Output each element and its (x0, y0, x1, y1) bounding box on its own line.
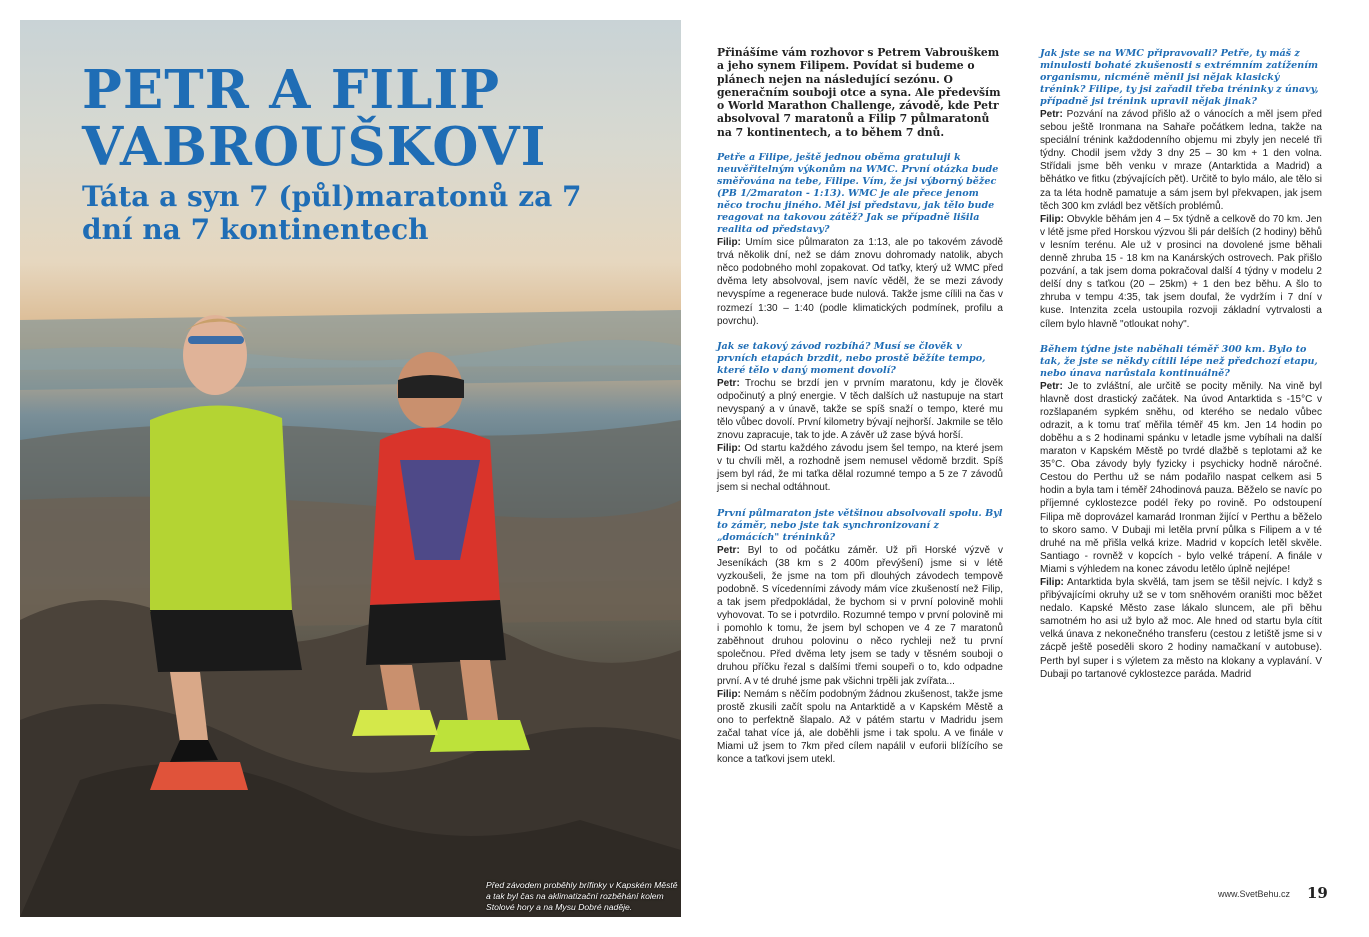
speaker-label: Filip: (717, 237, 741, 249)
footer-site: www.SvetBehu.cz (1218, 889, 1291, 899)
answer-text: Trochu se brzdí jen v prvním maratonu, kdy je člověk odpočinutý a plný energie. V těch dalších už nastupuje na start nevyspaný a v únavě, takže se spíš snaží o tempo, které mu tělo vůbec dovolí. První kilometry bývají nejhorší. Jakmile se tělo znovu zapracuje, tak to jde. A závěr už zase bývá horší. (717, 377, 1003, 442)
photo-caption: Před závodem proběhly brífinky v Kapském Městě a tak byl čas na aklimatizační rozběhání kolem Stolové hory a na Mysu Dobré naděje. (486, 880, 678, 912)
answer-3b (717, 688, 1003, 767)
answer-5 (1040, 380, 1322, 576)
article-intro: Přinášíme vám rozhovor s Petrem Vabrouškem a jeho synem Filipem. Povídat si budeme o plánech nejen na následující sezónu. O generačním souboji otce a syna. Ale především o World Marathon Challenge, závodě, kde Petr absolvoval 7 maratonů a Filip 7 půlmaratonů na 7 kontinentech, a to během 7 dnů. (717, 46, 1001, 139)
question-5: Během týdne jste naběhali téměř 300 km. Bylo to tak, že jste se někdy cítili lépe než předchozí etapu, nebo únava narůstala kontinuálně? (1040, 343, 1318, 379)
headline-title-line-2: VABROUŠKOVI (82, 116, 547, 178)
speaker-label: Filip: (1040, 213, 1064, 225)
page-number: 19 (1307, 884, 1328, 902)
headline-title (82, 59, 681, 178)
answer-text: Pozvání na závod přišlo až o vánocích a měl jsem před sebou ještě Ironmana na Sahaře počátkem ledna, takže na speciální trénink každodenního objemu mi zbyly jen necelé tři týdny. Chodil jsem vždy 3 dny 25 – 30 km + 1 den volna. Střídali jsme běh venku v mraze (Antarktida a Madrid) a běhátko ve fitku (zbývajících pět). Určitě to bylo málo, ale tělo si za ta léta hodně pamatuje a sám jsem byl překvapen, jak jsem těch 300 km zvládl bez větších problémů. (1040, 109, 1322, 212)
article-headline (82, 59, 681, 246)
question-1: Petře a Filipe, ještě jednou oběma gratuluji k neuvěřitelným výkonům na WMC. První otázka bude směřována na tebe, Filipe. Vím, že jsi výborný běžec (PB 1/2maraton - 1:13). WMC je ale přece jenom něco trochu jiného. Měl jsi představu, jak tělo bude reagovat na takovou zátěž? Jak se případně lišila realita od představy? (717, 152, 999, 236)
article-page (690, 20, 1349, 917)
text-column-2 (1040, 48, 1322, 681)
answer-text: Byl to od počátku záměr. Už při Horské výzvě v Jeseníkách (38 km s 2 400m převýšení) jsme si v létě vyzkoušeli, že jsme na tom při dlouhých závodech tempově podobně. S vícedenními závody mám více zkušeností než Filip, a tak jsem předpokládal, že bychom si v první polovině mohli vyhovovat. To se i potvrdilo. Rozumné tempo v první polovině mi i pomohlo k tomu, že jsem byl schopen ve 4 ze 7 maratonů zaběhnout druhou polovinu o něco rychleji než tu první společnou. Před dvěma lety jsem se tady v těsném souboji o druhou příčku řezal s dalšími třemi soupeři o to, kdo odpadne první. A v té druhé jsme pak všichni trpěli jak zvířata... (717, 544, 1003, 687)
answer-2b (717, 442, 1003, 494)
text-column-1 (717, 46, 1003, 766)
speaker-label: Filip: (717, 443, 741, 455)
question-3: První půlmaraton jste většinou absolvovali spolu. Byl to záměr, nebo jste tak synchronizovaní z „domácích" tréninků? (717, 507, 1003, 543)
answer-text: Antarktida byla skvělá, tam jsem se těšil nejvíc. I když s přibývajícími okruhy už se v tom sněhovém oraništi moc běžet nedalo. Kapské Město zase lákalo sluncem, ale při běhu samotném ho asi už bylo až moc. Ale hned od startu byla cítit velká únava z nekonečného transferu (cestou z letiště jsme si v zácpě ještě poseděli skoro 2 hodiny namačkaní v autobuse). Perth byl super i s výletem za město na klokany a vyplavání. V Dubaji po tartanové cyklostezce paráda. Madrid (1040, 577, 1322, 680)
answer-text: Nemám s něčím podobným žádnou zkušenost, takže jsme prostě zkusili začít spolu na Antarktidě a v Kapském Městě a ono to perfektně šlapalo. Až v pátém startu v Madridu jsem začal tahat více já, ale doběhli jsme i tak spolu. A ve finále v Miami už jsem to 7km před cílem napálil v euforii blížícího se konce a taťkovi jsem utekl. (717, 688, 1003, 766)
question-2: Jak se takový závod rozbíhá? Musí se člověk v prvních etapách brzdit, nebo prostě běžíte tempo, které tělo v daný moment dovolí? (717, 340, 986, 376)
answer-text: Obvykle běhám jen 4 – 5x týdně a celkově do 70 km. Jen v létě jsme před Horskou výzvou šli pár delších (2 hodiny) běhů v lesním terénu. Ale už v prosinci na dovolené jsme běhali denně zhruba 15 - 18 km na Kanárských ostrovech. Pak přišlo pozvání, a tak jsem doma pokračoval další 4 týdny v modelu 2 delší dny s taťkou (20 – 25km) + 1 den bez běhu. A šlo to zhruba v tempu 4:35, tak jsem doufal, že vydržím i 7 dní v kuse. Intenzita zcela ustoupila rozvoji základní vytrvalosti a cílem bylo hlavně "otloukat nohy". (1040, 213, 1322, 330)
answer-text: Umím sice půlmaraton za 1:13, ale po takovém závodě trvá několik dní, než se dám znovu dohromady natolik, abych něco podobného mohl zopakovat. Od taťky, který už WMC před dvěma lety absolvoval, jsem navíc věděl, že se mezi závody nevyspíme a regenerace bude nulová. Takže jsme cílili na čas v rozmezí 1:30 – 1:40 (podle klimatických podmínek, profilu a povrchu). (717, 237, 1003, 327)
speaker-label: Petr: (1040, 109, 1063, 120)
headline-title-line-1: PETR A FILIP (82, 59, 501, 121)
answer-text: Od startu každého závodu jsem šel tempo, na které jsem v tu chvíli měl, a rozhodně jsem nemusel vědomě brzdit. Spíš jsem byl rád, že mi taťka dělal rozumné tempo a 5 ze 7 závodů jsem si nechal odtáhnout. (717, 443, 1003, 494)
answer-5b (1040, 576, 1322, 681)
speaker-label: Filip: (1040, 577, 1064, 588)
speaker-label: Petr: (1040, 380, 1063, 392)
answer-text: Je to zvláštní, ale určitě se pocity měnily. Na vině byl hlavně dost drastický začátek. Na úvod Antarktida s -15°C v rozšlapaném sypkém sněhu, od kterého se nedalo vůbec odrazit, a k tomu trať měřila téměř 45 km. Jen 14 hodin po doběhu a s 2 hodinami spánku v letadle jsme vybíhali na další maraton v Kapském Městě po tvrdé dlažbě s teplotami až ke 35°C. Oba závody byly fyzicky i psychicky hodně náročné. Cestou do Perthu už se nám podařilo naspat celkem asi 5 hodin a byla tam i téměř 24hodinová pauza. Běželo se navíc po příjemné cyklostezce podél řeky po rovině. Po odstoupení Filipa mě doprovázel kamarád Ironman žijící v Perthu a běželo to skoro samo. V Dubaji mi letěla první půlka s Filipem a v té druhé na mě přišla velká krize. Madrid v kopcích letěl skvěle. Santiago - rovněž v kopcích - bylo velké trápení. A finále v Miami s výhledem na konec závodu letělo úplně nejlépe! (1040, 380, 1322, 575)
speaker-label: Petr: (717, 544, 740, 556)
answer-4b (1040, 213, 1322, 331)
answer-3 (717, 544, 1003, 688)
speaker-label: Petr: (717, 377, 740, 389)
headline-subtitle: Táta a syn 7 (půl)maratonů za 7 dní na 7 kontinentech (82, 180, 582, 246)
speaker-label: Filip: (717, 688, 741, 700)
question-4: Jak jste se na WMC připravovali? Petře, ty máš z minulosti bohaté zkušenosti s extrémním zatížením organismu, nicméně měnil jsi nějak klasický trénink? Filipe, ty jsi zařadil třeba tréninky z únavy, případně jsi trénink upravil nějak jinak? (1040, 48, 1319, 107)
cover-photo (20, 20, 681, 917)
answer-2 (717, 377, 1003, 442)
answer-4 (1040, 108, 1322, 213)
answer-1 (717, 236, 1003, 328)
